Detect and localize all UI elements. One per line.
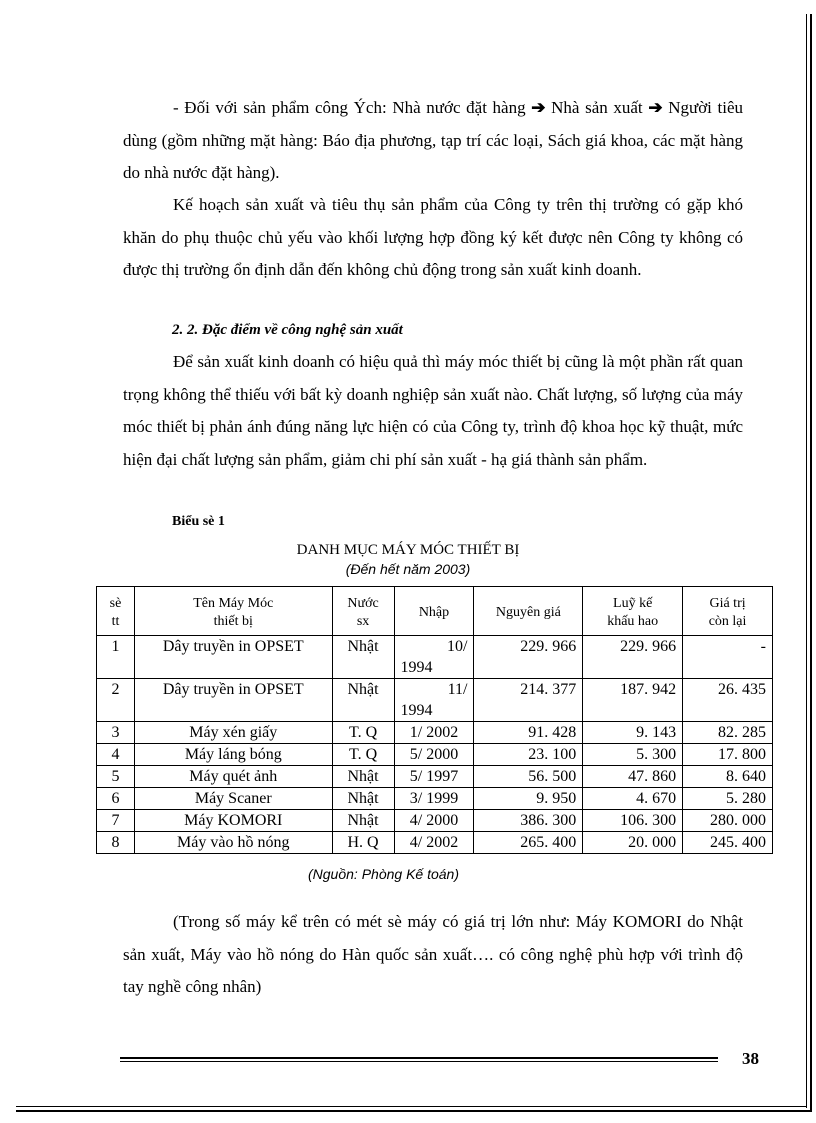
- header-remaining-value: Giá trị còn lại: [683, 587, 773, 636]
- paragraph-business-plan: Kế hoạch sản xuất và tiêu thụ sản phẩm của Công ty trên thị trường có gặp khó khăn do phụ thuộc chủ yếu vào khối lượng hợp đồng ký kết được nên Công ty không có được thị trường ổn định dẫn đến không chủ động trong sản xuất kinh doanh.: [123, 195, 743, 279]
- arrow-icon: ➔: [648, 98, 663, 117]
- page-number: 38: [742, 1049, 759, 1068]
- section-heading: 2. 2. Đặc điểm về công nghệ sản xuất: [172, 322, 403, 338]
- header-depreciation: Luỹ kế khấu hao: [583, 587, 683, 636]
- table-row: 5 Máy quét ảnh Nhật 5/ 1997 56. 500 47. 860 8. 640: [97, 766, 773, 788]
- figure-label: Biểu sè 1: [172, 514, 225, 529]
- header-country: Nước sx: [332, 587, 394, 636]
- table-row: 1 Dây truyền in OPSET Nhật 10/ 1994 229. 966 229. 966 -: [97, 636, 773, 679]
- header-import: Nhập: [394, 587, 474, 636]
- table-subtitle: (Đến hết năm 2003): [345, 561, 471, 577]
- arrow-icon: ➔: [531, 98, 546, 117]
- header-stt: sè tt: [97, 587, 135, 636]
- table-title: DANH MỤC MÁY MÓC THIẾT BỊ: [296, 542, 520, 558]
- paragraph-note: (Trong số máy kể trên có mét sè máy có giá trị lớn như: Máy KOMORI do Nhật sản xuất, Máy vào hồ nóng do Hàn quốc sản xuất…. có công nghệ phù hợp với trình độ tay nghề công nhân): [123, 912, 743, 996]
- page-border-bottom: [16, 1110, 812, 1112]
- footer-rule-thin: [120, 1061, 718, 1062]
- table-row: 8 Máy vào hồ nóng H. Q 4/ 2002 265. 400 20. 000 245. 400: [97, 832, 773, 854]
- table-row: 4 Máy láng bóng T. Q 5/ 2000 23. 100 5. 300 17. 800: [97, 744, 773, 766]
- header-name: Tên Máy Móc thiết bị: [134, 587, 332, 636]
- footer-rule: [120, 1057, 718, 1059]
- table-source: (Nguồn: Phòng Kế toán): [308, 866, 459, 882]
- equipment-table: [96, 586, 773, 854]
- header-original-cost: Nguyên giá: [474, 587, 583, 636]
- table-row: 2 Dây truyền in OPSET Nhật 11/ 1994 214. 377 187. 942 26. 435: [97, 679, 773, 722]
- table-row: 6 Máy Scaner Nhật 3/ 1999 9. 950 4. 670 5. 280: [97, 788, 773, 810]
- table-row: 7 Máy KOMORI Nhật 4/ 2000 386. 300 106. 300 280. 000: [97, 810, 773, 832]
- table-header-row: [97, 587, 773, 636]
- paragraph-public-products: - Đối với sản phẩm công Ých: Nhà nước đặt hàng ➔ Nhà sản xuất ➔ Người tiêu dùng (gồm những mặt hàng: Báo địa phương, tạp trí các loại, Sách giá khoa, các mặt hàng do nhà nước đặt hàng).: [123, 98, 744, 182]
- table-row: 3 Máy xén giấy T. Q 1/ 2002 91. 428 9. 143 82. 285: [97, 722, 773, 744]
- paragraph-technology: Để sản xuất kinh doanh có hiệu quả thì máy móc thiết bị cũng là một phần rất quan trọng không thể thiếu với bất kỳ doanh nghiệp sản xuất nào. Chất lượng, số lượng của máy móc thiết bị phản ánh đúng năng lực hiện có của Công ty, trình độ khoa học kỹ thuật, mức hiện đại chất lượng sản phẩm, giảm chi phí sản xuất - hạ giá thành sản phẩm.: [123, 352, 743, 469]
- page-border-bottom-inner: [16, 1106, 807, 1107]
